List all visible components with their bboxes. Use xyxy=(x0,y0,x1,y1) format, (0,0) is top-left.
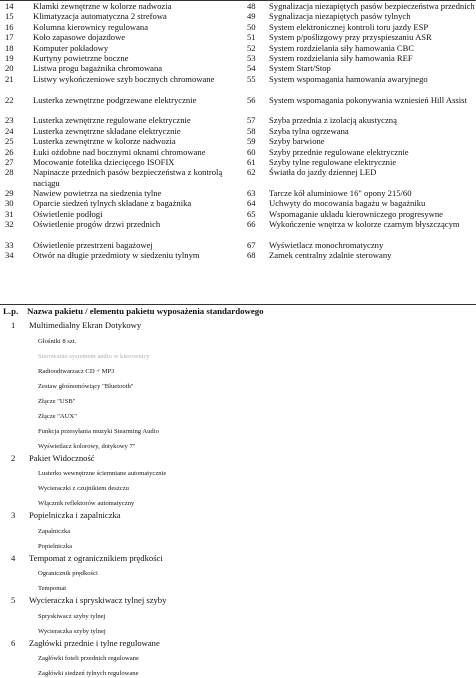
equipment-number: 22 xyxy=(5,94,14,105)
equipment-number: 29 xyxy=(5,188,14,199)
equipment-number: 54 xyxy=(247,63,256,74)
equipment-name: Sygnalizacja niezapiętych pasów tylnych xyxy=(269,11,411,22)
equipment-row-right xyxy=(240,126,476,136)
equipment-row-right xyxy=(240,95,476,116)
equipment-name: Lusterka zewnętrzne składane elektrycznie xyxy=(33,125,181,136)
package-element: Spryskiwacz szyby tylnej xyxy=(38,612,106,620)
package-number: 6 xyxy=(11,637,16,648)
equipment-number: 14 xyxy=(5,1,14,11)
equipment-row-right xyxy=(240,22,476,32)
equipment-number: 28 xyxy=(5,167,14,178)
equipment-number: 67 xyxy=(247,240,256,251)
equipment-number: 31 xyxy=(5,208,14,219)
equipment-row-left xyxy=(0,147,232,157)
equipment-row-left xyxy=(0,240,232,250)
equipment-row-left xyxy=(0,32,232,42)
package-row xyxy=(0,320,476,331)
package-element: Popielniczka xyxy=(38,542,73,550)
equipment-number: 48 xyxy=(247,1,256,11)
equipment-row-left xyxy=(0,43,232,53)
equipment-row-right xyxy=(240,188,476,198)
equipment-row-right xyxy=(240,136,476,146)
equipment-row-left xyxy=(0,136,232,146)
equipment-number: 34 xyxy=(5,250,14,261)
package-element: Wyświetlacz kolorowy, dotykowy 7" xyxy=(38,442,136,450)
package-element: Wycieraczki z czujnikiem deszczu xyxy=(38,485,129,492)
equipment-number: 23 xyxy=(5,115,14,126)
equipment-row-right xyxy=(240,198,476,208)
equipment-row-right xyxy=(240,1,476,11)
equipment-row-right xyxy=(240,167,476,188)
equipment-row-left xyxy=(0,167,232,188)
equipment-number: 25 xyxy=(5,136,14,147)
packages-header xyxy=(0,306,476,317)
equipment-name: Kolumna kierownicy regulowana xyxy=(33,21,149,32)
equipment-number: 19 xyxy=(5,52,14,63)
equipment-name: Szyby barwione xyxy=(269,136,325,147)
equipment-number: 30 xyxy=(5,198,14,209)
equipment-name: Oświetlenie progów drzwi przednich xyxy=(33,219,161,230)
package-element: Zapalniczka xyxy=(38,527,71,535)
equipment-number: 63 xyxy=(247,188,256,199)
equipment-number: 17 xyxy=(5,32,14,43)
equipment-name: System rozdzielania siły hamowania REF xyxy=(269,52,413,63)
equipment-name: Napinacze przednich pasów bezpieczeństwa z kontrolą naciągu xyxy=(33,167,223,188)
equipment-row-right xyxy=(240,209,476,219)
equipment-name: System p/poślizgowy przy przyspieszaniu ASR xyxy=(269,32,432,43)
equipment-name: Oparcie siedzeń tylnych składane z bagażnika xyxy=(33,198,192,209)
package-element: Radioodtwarzacz CD + MP3 xyxy=(38,367,115,375)
equipment-number: 16 xyxy=(5,21,14,32)
package-row xyxy=(0,510,476,521)
package-name: Pakiet Widoczność xyxy=(29,452,95,463)
equipment-column-right xyxy=(240,1,476,261)
equipment-row-left xyxy=(0,219,232,240)
equipment-number: 27 xyxy=(5,156,14,167)
equipment-number: 61 xyxy=(247,156,256,167)
equipment-name: Oświetlenie przestrzeni bagażowej xyxy=(33,240,153,251)
package-element: Zagłówki foteli przednich regulowane xyxy=(38,655,139,662)
package-element: Głośniki 8 szt. xyxy=(38,337,77,345)
equipment-number: 50 xyxy=(247,21,256,32)
equipment-row-left xyxy=(0,209,232,219)
package-element: Złącze "USB" xyxy=(38,397,76,405)
package-row xyxy=(0,453,476,464)
equipment-name: Klimatyzacja automatyczna 2 strefowa xyxy=(33,11,167,22)
equipment-row-left xyxy=(0,115,232,125)
equipment-number: 60 xyxy=(247,146,256,157)
equipment-name: Lusterka zewnętrzne podgrzewane elektrycznie xyxy=(33,94,197,105)
equipment-number: 52 xyxy=(247,42,256,53)
equipment-row-right xyxy=(240,53,476,63)
equipment-name: Komputer pokładowy xyxy=(33,42,109,53)
equipment-number: 55 xyxy=(247,73,256,84)
package-element: Wycieraczka szyby tylnej xyxy=(38,627,106,635)
packages-list xyxy=(0,318,476,678)
section-divider xyxy=(0,304,476,305)
equipment-row-right xyxy=(240,157,476,167)
package-element: Sterowanie systemem audio w kierownicy xyxy=(38,352,150,360)
equipment-number: 58 xyxy=(247,125,256,136)
equipment-number: 51 xyxy=(247,32,256,43)
equipment-row-right xyxy=(240,32,476,42)
equipment-row-left xyxy=(0,198,232,208)
package-name: Zagłówki przednie i tylne regulowane xyxy=(29,637,160,648)
equipment-name: Listwa progu bagażnika chromowana xyxy=(33,63,163,74)
packages-header-number-label: L.p. xyxy=(3,306,19,316)
package-element: Zagłówki siedzeń tylnych regulowane xyxy=(38,670,139,677)
equipment-number: 21 xyxy=(5,73,14,84)
equipment-name: System wspomagania pokonywania wzniesień Hill Assist xyxy=(269,94,467,105)
package-number: 1 xyxy=(11,320,16,330)
package-number: 3 xyxy=(11,510,16,520)
equipment-name: Szyby przednie regulowane elektrycznie xyxy=(269,146,409,157)
equipment-row-right xyxy=(240,63,476,73)
package-name: Multimedialny Ekran Dotykowy xyxy=(29,320,142,330)
equipment-row-right xyxy=(240,250,476,260)
equipment-number: 57 xyxy=(247,115,256,126)
equipment-row-right xyxy=(240,43,476,53)
equipment-name: Uchwyty do mocowania bagażu w bagażniku xyxy=(269,198,426,209)
equipment-name: Zamek centralny zdalnie sterowany xyxy=(269,250,392,261)
equipment-name: Nawiew powietrza na siedzenia tylne xyxy=(33,188,162,199)
package-row xyxy=(0,553,476,564)
equipment-row-left xyxy=(0,188,232,198)
equipment-name: Koło zapasowe dojazdowe xyxy=(33,32,126,43)
equipment-name: Szyby tylne regulowane elektrycznie xyxy=(269,156,397,167)
package-name: Wycieraczka i spryskiwacz tylnej szyby xyxy=(29,595,167,605)
equipment-number: 65 xyxy=(247,208,256,219)
package-number: 2 xyxy=(11,452,16,463)
equipment-row-left xyxy=(0,22,232,32)
package-element: Ogranicznik prędkości xyxy=(38,570,98,577)
equipment-row-left xyxy=(0,95,232,116)
equipment-name: Łuki ożdobne nad bocznymi oknami chromowane xyxy=(33,146,206,157)
equipment-number: 26 xyxy=(5,146,14,157)
equipment-row-right xyxy=(240,240,476,250)
equipment-number: 49 xyxy=(247,11,256,22)
equipment-name: Szyba przednia z izolacją akustyczną xyxy=(269,115,397,126)
package-element: Tempomat xyxy=(38,585,67,592)
package-number: 5 xyxy=(11,595,16,605)
equipment-number: 53 xyxy=(247,52,256,63)
equipment-row-right xyxy=(240,115,476,125)
equipment-row-right xyxy=(240,11,476,21)
equipment-number: 20 xyxy=(5,63,14,74)
equipment-number: 64 xyxy=(247,198,256,209)
packages-header-title: Nazwa pakietu / elementu pakietu wyposażenia standardowego xyxy=(27,306,264,316)
equipment-row-left xyxy=(0,53,232,63)
equipment-number: 24 xyxy=(5,125,14,136)
equipment-row-right xyxy=(240,74,476,95)
equipment-name: System Start/Stop xyxy=(269,63,331,74)
equipment-row-left xyxy=(0,157,232,167)
equipment-name: Otwór na długie przedmioty w siedzeniu tylnym xyxy=(33,250,200,261)
equipment-name: Klamki zewnętrzne w kolorze nadwozia xyxy=(33,1,172,11)
equipment-row-left xyxy=(0,11,232,21)
equipment-number: 32 xyxy=(5,219,14,230)
package-number: 4 xyxy=(11,552,16,563)
equipment-number: 18 xyxy=(5,42,14,53)
equipment-name: Lusterka zewnętrzne w kolorze nadwozia xyxy=(33,136,176,147)
equipment-name: Listwy wykończeniowe szyb bocznych chromowane xyxy=(33,73,215,84)
package-row xyxy=(0,595,476,606)
package-element: Włącznik reflektorów automatyczny xyxy=(38,500,135,507)
package-element: Złącze "AUX" xyxy=(38,412,77,420)
equipment-number: 62 xyxy=(247,167,256,178)
equipment-name: Światła do jazdy dziennej LED xyxy=(269,167,377,178)
equipment-name: System elektronicznej kontroli toru jazdy ESP xyxy=(269,21,429,32)
equipment-number: 68 xyxy=(247,250,256,261)
equipment-row-left xyxy=(0,126,232,136)
package-name: Tempomat z ogranicznikiem prędkości xyxy=(29,552,163,563)
equipment-number: 66 xyxy=(247,219,256,230)
equipment-name: Kurtyny powietrzne boczne xyxy=(33,52,129,63)
package-element: Funkcja przesyłania muzyki Stearming Audio xyxy=(38,427,159,435)
equipment-row-left xyxy=(0,74,232,95)
equipment-row-left xyxy=(0,250,232,260)
equipment-name: Oświetlenie podłogi xyxy=(33,208,103,219)
equipment-name: Wyświetlacz monochromatyczny xyxy=(269,240,384,251)
equipment-number: 15 xyxy=(5,11,14,22)
equipment-name: Tarcze kół aluminiowe 16" opony 215/60 xyxy=(269,188,412,199)
package-element: Lusterko wewnętrzne ściemniane automatycznie xyxy=(38,470,167,477)
equipment-name: Sygnalizacja niezapiętych pasów bezpieczeństwa przednich xyxy=(269,1,475,11)
equipment-column-left xyxy=(0,1,232,261)
equipment-row-right xyxy=(240,219,476,240)
equipment-number: 59 xyxy=(247,136,256,147)
package-name: Popielniczka i zapalniczka xyxy=(29,510,121,520)
equipment-number: 56 xyxy=(247,94,256,105)
equipment-name: Mocowanie fotelika dziecięcego ISOFIX xyxy=(33,156,175,167)
equipment-table xyxy=(0,0,476,304)
equipment-name: System wspomagania hamowania awaryjnego xyxy=(269,73,428,84)
package-row xyxy=(0,638,476,649)
equipment-name: Szyba tylna ogrzewana xyxy=(269,125,349,136)
equipment-name: Wspomaganie układu kierowniczego progresywne xyxy=(269,208,443,219)
package-element: Zestaw głośnomówiący "Bluetooth" xyxy=(38,382,134,390)
equipment-number: 33 xyxy=(5,240,14,251)
equipment-name: Wykończenie wnętrza w kolorze czarnym błyszczącym xyxy=(269,219,460,230)
equipment-name: System rozdzielania siły hamowania CBC xyxy=(269,42,415,53)
equipment-row-left xyxy=(0,63,232,73)
equipment-row-left xyxy=(0,1,232,11)
equipment-name: Lusterka zewnętrzne regulowane elektrycznie xyxy=(33,115,191,126)
equipment-row-right xyxy=(240,147,476,157)
